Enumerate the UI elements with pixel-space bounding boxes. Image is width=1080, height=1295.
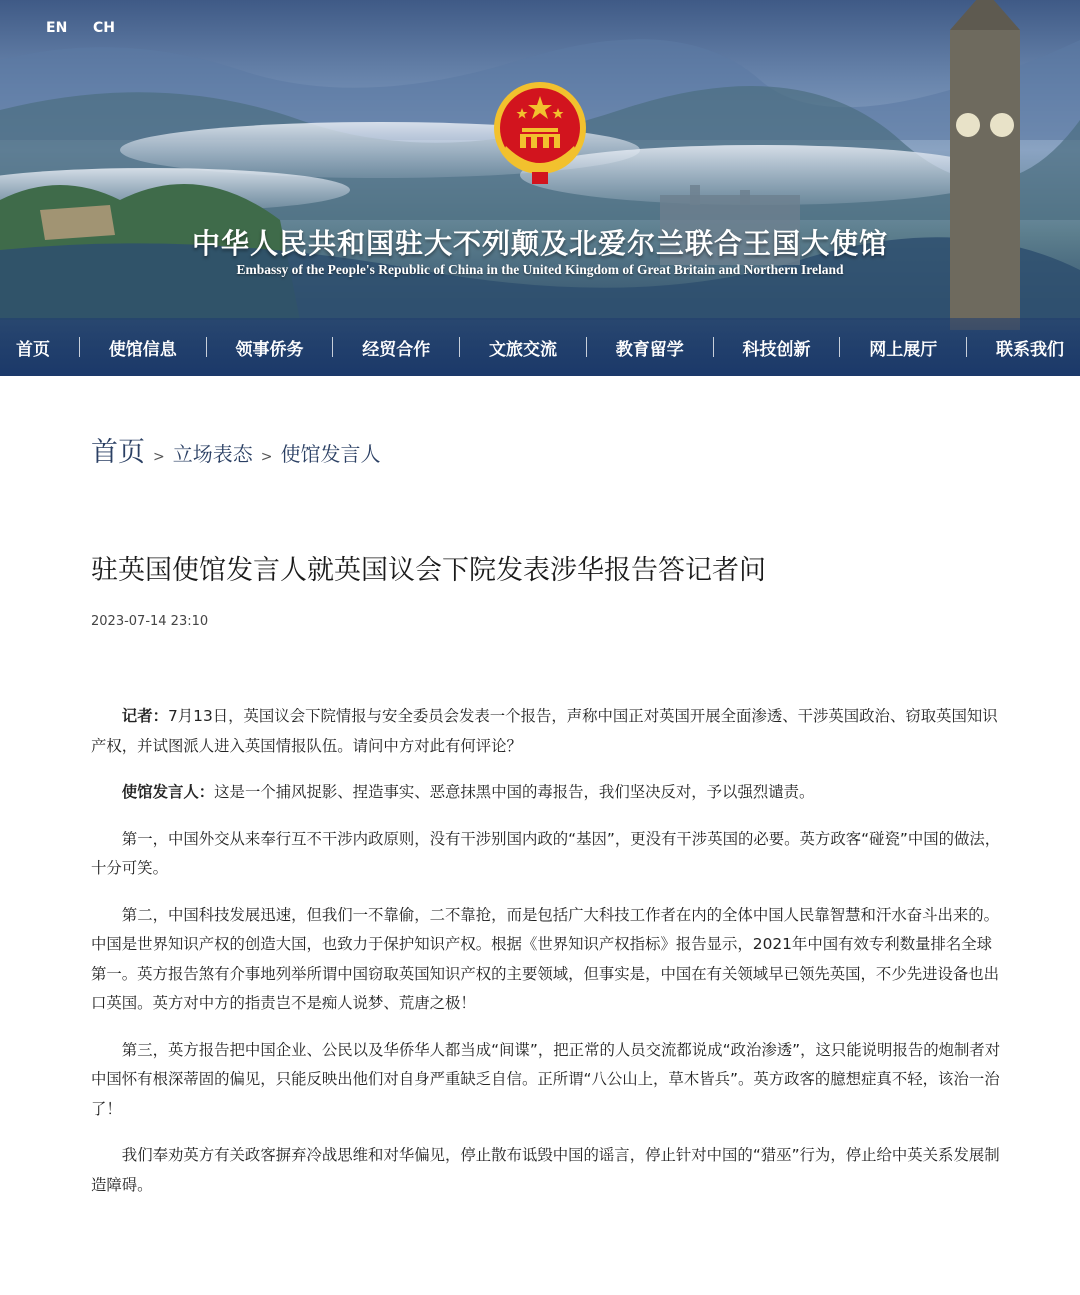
nav-divider <box>459 337 460 357</box>
paragraph: 第三，英方报告把中国企业、公民以及华侨华人都当成“间谍”，把正常的人员交流都说成“政治渗透”，这只能说明报告的炮制者对中国怀有根深蒂固的偏见，只能反映出他们对自身严重缺乏自信。正所谓“八公山上，草木皆兵”。英方政客的臆想症真不轻，该治一治了！ <box>91 1040 1001 1118</box>
nav-item-consular[interactable]: 领事侨务 <box>235 339 304 360</box>
nav-item-trade[interactable]: 经贸合作 <box>362 339 431 360</box>
nav-divider <box>206 337 207 357</box>
breadcrumb <box>91 430 380 469</box>
nav-item-culture[interactable]: 文旅交流 <box>489 339 557 360</box>
national-emblem-icon <box>492 80 588 186</box>
nav-item-education[interactable]: 教育留学 <box>615 339 684 360</box>
nav-divider <box>966 337 967 357</box>
paragraph-text: 这是一个捕风捉影、捏造事实、恶意抹黑中国的毒报告，我们坚决反对，予以强烈谴责。 <box>214 783 815 801</box>
embassy-title-en: Embassy of the People's Republic of China in the United Kingdom of Great Britain and Northern Ireland <box>236 262 844 277</box>
nav-item-science[interactable]: 科技创新 <box>742 339 811 360</box>
nav-divider <box>713 337 714 357</box>
nav-item-exhibition[interactable]: 网上展厅 <box>869 339 938 360</box>
lang-ch-link[interactable]: CH <box>93 20 115 36</box>
article-body <box>91 702 1001 1217</box>
paragraph: 第二，中国科技发展迅速，但我们一不靠偷，二不靠抢，而是包括广大科技工作者在内的全体中国人民靠智慧和汗水奋斗出来的。中国是世界知识产权的创造大国，也致力于保护知识产权。根据《世界知识产权指标》报告显示，2021年中国有效专利数量排名全球第一。英方报告煞有介事地列举所谓中国窃取英国知识产权的主要领域，但事实是，中国在有关领域早已领先英国，不少先进设备也出口英国。英方对中方的指责岂不是痴人说梦、荒唐之极！ <box>91 905 1000 1012</box>
lang-en-link[interactable]: EN <box>46 20 68 36</box>
paragraph-text: 7月13日，英国议会下院情报与安全委员会发表一个报告，声称中国正对英国开展全面渗透、干涉英国政治、窃取英国知识产权，并试图派人进入英国情报队伍。请问中方对此有何评论？ <box>91 707 998 755</box>
speaker-label: 记者： <box>121 707 168 725</box>
embassy-title-cn: 中华人民共和国驻大不列颠及北爱尔兰联合王国大使馆 <box>191 227 888 260</box>
speaker-label: 使馆发言人： <box>121 783 215 801</box>
nav-item-contact[interactable]: 联系我们 <box>996 339 1064 360</box>
breadcrumb-separator: > <box>153 449 165 465</box>
paragraph <box>91 778 1001 808</box>
paragraph <box>91 702 1001 761</box>
breadcrumb-separator: > <box>260 449 273 465</box>
breadcrumb-level1[interactable]: 立场表态 <box>172 442 253 466</box>
main-nav <box>0 318 1080 376</box>
nav-item-embassy-info[interactable]: 使馆信息 <box>108 339 177 360</box>
nav-divider <box>839 337 840 357</box>
nav-divider <box>332 337 333 357</box>
nav-divider <box>586 337 587 357</box>
article-title: 驻英国使馆发言人就英国议会下院发表涉华报告答记者问 <box>91 555 766 586</box>
paragraph: 第一，中国外交从来奉行互不干涉内政原则，没有干涉别国内政的“基因”，更没有干涉英国的必要。英方政客“碰瓷”中国的做法，十分可笑。 <box>91 829 1001 877</box>
nav-item-home[interactable]: 首页 <box>16 339 50 360</box>
header-banner <box>0 0 1080 376</box>
breadcrumb-level2[interactable]: 使馆发言人 <box>280 442 381 466</box>
paragraph: 我们奉劝英方有关政客摒弃冷战思维和对华偏见，停止散布诋毁中国的谣言，停止针对中国的“猎巫”行为，停止给中英关系发展制造障碍。 <box>91 1146 1000 1194</box>
breadcrumb-home[interactable]: 首页 <box>91 437 145 468</box>
nav-divider <box>79 337 80 357</box>
article-date: 2023-07-14 23:10 <box>91 614 209 629</box>
